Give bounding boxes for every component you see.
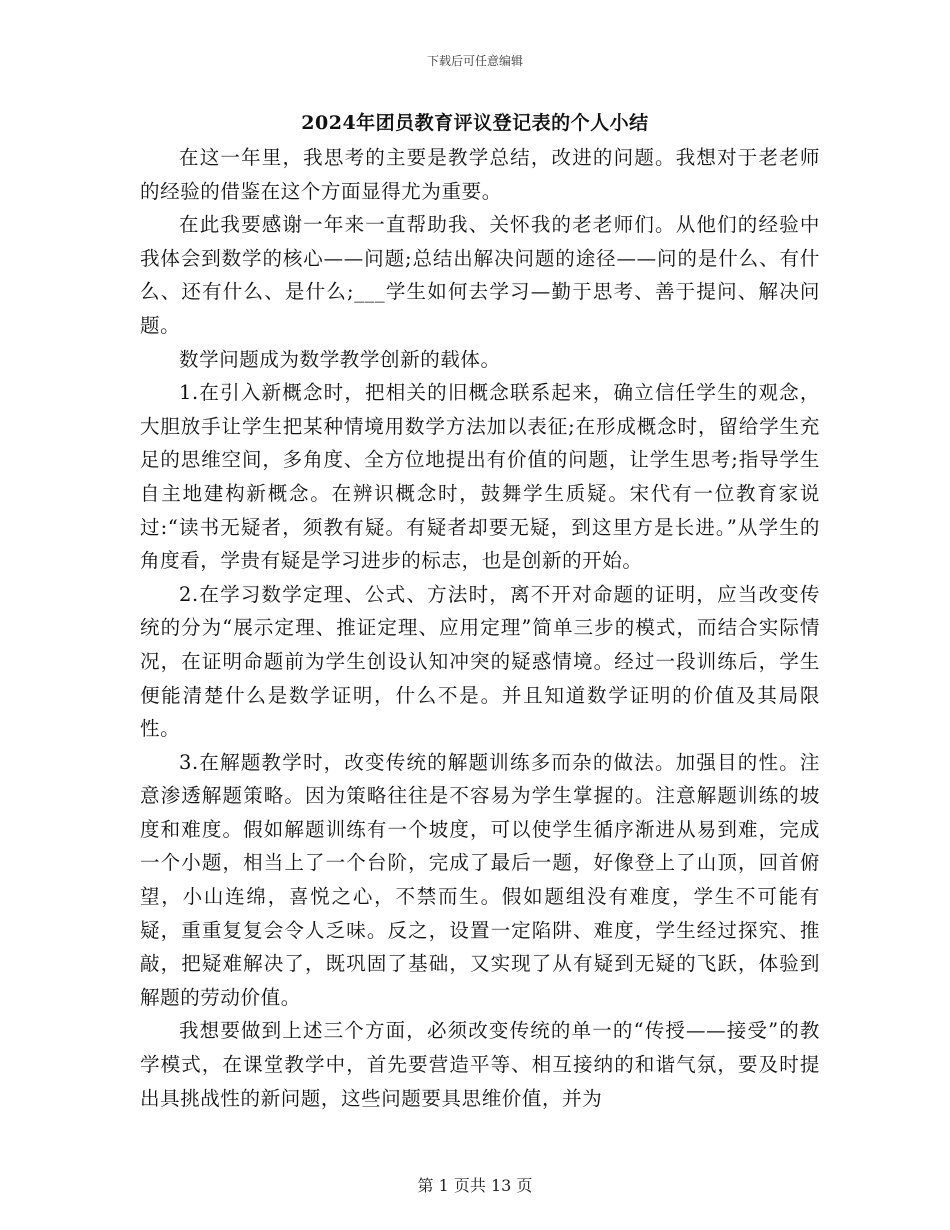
paragraph: 2.在学习数学定理、公式、方法时，离不开对命题的证明，应当改变传统的分为“展示定理、推证定理、应用定理”简单三步的模式，而结合实际情况，在证明命题前为学生创设认知冲突的疑惑情境。经过一段训练后，学生便能清楚什么是数学证明，什么不是。并且知道数学证明的价值及其局限性。	[140, 582, 820, 741]
paragraph: 1.在引入新概念时，把相关的旧概念联系起来，确立信任学生的观念，大胆放手让学生把某种情境用数学方法加以表征;在形成概念时，留给学生充足的思维空间，多角度、全方位地提出有价值的问题，让学生思考;指导学生自主地建构新概念。在辨识概念时，鼓舞学生质疑。宋代有一位教育家说过:“读书无疑者，须教有疑。有疑者却要无疑，到这里方是长进。”从学生的角度看，学贵有疑是学习进步的标志，也是创新的开始。	[140, 381, 820, 573]
paragraph: 数学问题成为数学教学创新的载体。	[179, 347, 501, 371]
paragraph: 在此我要感谢一年来一直帮助我、关怀我的老老师们。从他们的经验中我体会到数学的核心——问题;总结出解决问题的途径——问的是什么、有什么、还有什么、是什么;___学生如何去学习—勤于思考、善于提问、解决问题。	[140, 213, 820, 337]
paragraph: 在这一年里，我思考的主要是教学总结，改进的问题。我想对于老老师的经验的借鉴在这个方面显得尤为重要。	[140, 146, 820, 203]
paragraph: 我想要做到上述三个方面，必须改变传统的单一的“传授——接受”的教学模式，在课堂教学中，首先要营造平等、相互接纳的和谐气氛，要及时提出具挑战性的新问题，这些问题要具思维价值，并为	[140, 1019, 820, 1110]
paragraph: 3.在解题教学时，改变传统的解题训练多而杂的做法。加强目的性。注意渗透解题策略。因为策略往往是不容易为学生掌握的。注意解题训练的坡度和难度。假如解题训练有一个坡度，可以使学生循序渐进从易到难，完成一个小题，相当上了一个台阶，完成了最后一题，好像登上了山顶，回首俯望，小山连绵，喜悦之心，不禁而生。假如题组没有难度，学生不可能有疑，重重复复会令人乏味。反之，设置一定陷阱、难度，学生经过探究、推敲，把疑难解决了，既巩固了基础，又实现了从有疑到无疑的飞跃，体验到解题的劳动价值。	[140, 750, 820, 1009]
page-number: 第 1 页共 13 页	[417, 1176, 533, 1195]
document-title: 2024年团员教育评议登记表的个人小结	[301, 112, 649, 134]
document-body	[140, 141, 820, 1115]
page-header-note: 下载后可任意编辑	[426, 54, 523, 68]
